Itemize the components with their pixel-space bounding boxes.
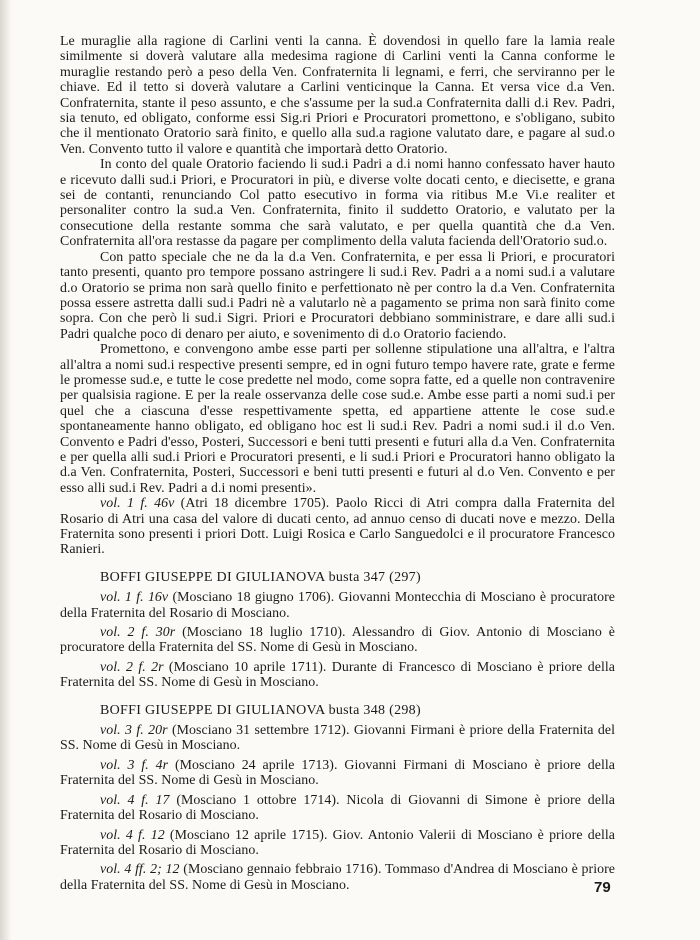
- entry-text: (Atri 18 dicembre 1705). Paolo Ricci di Atri compra dalla Fraternita del Rosario di Atri una casa del valore di ducati cento, ad annuo censo di ducati nove e mezzo. Della Fraternita sono presenti i priori Dott. Luigi Rosica e Carlo Sanguedolci e il procuratore Francesco Ranieri.: [60, 496, 616, 558]
- entry-reference: vol. 3 f. 4r: [100, 757, 169, 773]
- entry-reference: vol. 4 f. 17: [100, 792, 170, 808]
- entry-text: (Mosciano 24 aprile 1713). Giovanni Firmani di Mosciano è priore della Fraternita del SS. Nome di Gesù in Mosciano.: [60, 757, 615, 789]
- archive-section: [60, 703, 615, 893]
- archive-entry: [60, 723, 615, 754]
- page-number: 79: [594, 879, 611, 896]
- section-heading: BOFFI GIUSEPPE DI GIULIANOVA busta 347 (297): [100, 569, 421, 585]
- archive-entry: [60, 590, 615, 621]
- entry-reference: vol. 2 f. 2r: [100, 659, 164, 675]
- entry-text: (Mosciano 12 aprile 1715). Giov. Antonio Valerii di Mosciano è priore della Fraternita del Rosario di Mosciano.: [60, 827, 615, 858]
- entry-reference: vol. 3 f. 20r: [100, 723, 168, 739]
- archive-entry: [60, 793, 615, 824]
- archive-entry: [60, 625, 615, 656]
- body-paragraph: Le muraglie alla ragione di Carlini venti la canna. È dovendosi in quello fare la lamia reale similmente si doverà valutare alla medesima ragione di Carlini venti la Canna conforme le muraglie restando però a peso della Ven. Confraternita li legnami, e ferri, che serviranno per le chiave. Ed il tetto si doverà valutare a Carlini venticinque la Canna. Et versa vice d.a Ven. Confraternita, stante il peso assunto, e che s'assume per la sud.a Confraternita dalli d.i Rev. Padri, sia tenuto, ed obligato, conforme essi Sig.ri Priori e Procuratori promettono, e s'obligano, subito che il mentionato Oratorio sarà finito, e quello alla sud.a ragione valutato dare, e pagare al sud.o Ven. Convento tutto il valore e quantità che importarà detto Oratorio.: [60, 34, 615, 157]
- document-page: [60, 34, 615, 897]
- entry-reference: vol. 4 ff. 2; 12: [100, 862, 180, 878]
- entry-text: (Mosciano 10 aprile 1711). Durante di Francesco di Mosciano è priore della Fraternita del SS. Nome di Gesù in Mosciano.: [60, 659, 615, 691]
- entry-reference: vol. 4 f. 12: [100, 827, 165, 843]
- archive-entry: [60, 862, 615, 893]
- entry-reference: vol. 1 f. 46v: [100, 496, 175, 512]
- section-heading: BOFFI GIUSEPPE DI GIULIANOVA busta 348 (298): [100, 702, 421, 718]
- scan-shadow-edge: [0, 0, 12, 940]
- entry-reference: vol. 1 f. 16v: [100, 590, 169, 606]
- archive-entry: [60, 828, 615, 859]
- entry-text: (Mosciano 18 giugno 1706). Giovanni Montecchia di Mosciano è procuratore della Fraternita del Rosario di Mosciano.: [60, 590, 616, 621]
- archive-section: [60, 570, 615, 691]
- entry-text: (Mosciano 1 ottobre 1714). Nicola di Giovanni di Simone è priore della Fraternita del Rosario di Mosciano.: [60, 792, 615, 824]
- archive-entry: [60, 496, 615, 558]
- entry-text: (Mosciano 31 settembre 1712). Giovanni Firmani è priore della Fraternita del SS. Nome di Gesù in Mosciano.: [60, 723, 615, 754]
- archive-entry: [60, 758, 615, 789]
- entry-text: (Mosciano gennaio febbraio 1716). Tommaso d'Andrea di Mosciano è priore della Fraternita del SS. Nome di Gesù in Mosciano.: [60, 862, 615, 893]
- body-paragraph: Promettono, e convengono ambe esse parti per sollenne stipulatione una all'altra, e l'altra all'altra a nomi sud.i respective presenti sempre, ed in ogni futuro tempo havere rate, grate e ferme le promesse sud.e, e tutte le cose predette nel modo, come sopra fatte, ed a quelle non contravenire per qualsisia ragione. E per la reale osservanza delle cose sud.e. Ambe esse parti a nomi sud.i per quel che a ciascuna d'esse respettivamente spetta, ed appartiene attente le cose sud.e spontaneamente hanno obligato, ed obligano hoc est li sud.i Rev. Padri a nomi sud.i il d.o Ven. Convento e Padri d'esso, Posteri, Successori e beni tutti presenti e futuri alla d.a Ven. Confraternita e per quella alli sud.i Priori e Procuratori presenti, e li sud.i Priori e Procuratori hanno obligato la d.a Ven. Confraternita, Posteri, Successori e beni tutti presenti e futuri al d.o Ven. Convento e per esso alli sud.i Rev. Padri a d.i nomi presenti».: [60, 342, 615, 496]
- entry-reference: vol. 2 f. 30r: [100, 625, 176, 641]
- body-paragraph: In conto del quale Oratorio faciendo li sud.i Padri a d.i nomi hanno confessato haver hauto e ricevuto dalli sud.i Priori, e Procuratori in più, e diverse volte docati cento, e diecisette, e grana sei de contanti, renunciando Col patto esecutivo in forma via ritibus M.e Vi.e realiter et personaliter contro la sud.a Ven. Confraternita, finito il suddetto Oratorio, e valutato per la consecutione della restante somma che sarà valutato, e per quella quantità che d.a Ven. Confraternita all'ora restasse da pagare per complimento della valuta facienda dell'Oratorio sud.o.: [60, 157, 615, 250]
- archive-entry: [60, 660, 615, 691]
- entry-text: (Mosciano 18 luglio 1710). Alessandro di Giov. Antonio di Mosciano è procuratore della Fraternita del SS. Nome di Gesù in Mosciano.: [60, 625, 615, 656]
- body-paragraph: Con patto speciale che ne da la d.a Ven. Confraternita, e per essa li Priori, e procuratori tanto presenti, quanto pro tempore possano astringere li sud.i Rev. Padri a a nomi sud.i a valutare d.o Oratorio se prima non sarà quello finito e perfettionato nè per contro la d.a Ven. Confraternita possa essere astretta dalli sud.i Padri nè a valutarlo nè a pagamento se prima non sarà finito come sopra. Con che però li sud.i Sigri. Priori e Procuratori debbiano somministrare, e dare alli sud.i Padri qualche poco di denaro per aiuto, e sovenimento di d.o Oratorio faciendo.: [60, 249, 615, 342]
